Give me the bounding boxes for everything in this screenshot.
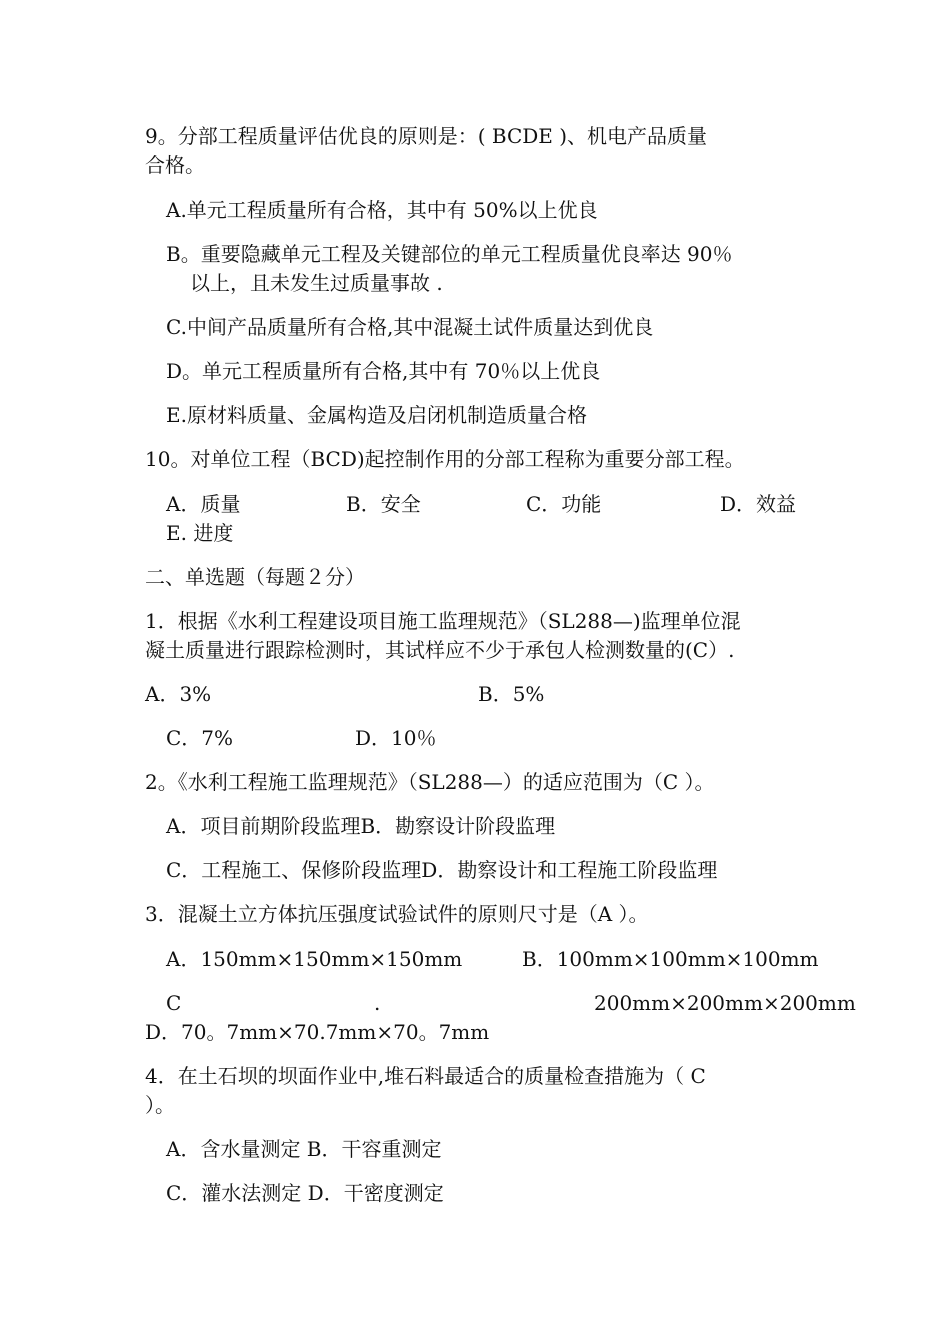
q10-option-a: A．质量 (166, 492, 241, 516)
s3-option-a: A．150mm×150mm×150mm (166, 947, 463, 971)
q9-option-e: E.原材料质量、金属构造及启闭机制造质量合格 (166, 403, 587, 427)
q9-option-b-line1: B。重要隐藏单元工程及关键部位的单元工程质量优良率达 90％ (166, 242, 733, 266)
q10-option-c: C．功能 (526, 492, 602, 516)
s3-option-c-letter: C (166, 991, 182, 1015)
s2-options-cd: C．工程施工、保修阶段监理D．勘察设计和工程施工阶段监理 (166, 858, 718, 882)
s1-stem-line1: 1．根据《水利工程建设项目施工监理规范》（SL288—)监理单位混 (145, 609, 741, 633)
s3-option-c-value: 200mm×200mm×200mm (594, 991, 856, 1015)
q9-option-b-line2: 以上，且未发生过质量事故 . (190, 271, 443, 295)
s1-option-d: D．10％ (355, 726, 437, 750)
s3-option-b: B．100mm×100mm×100mm (522, 947, 819, 971)
s1-option-a: A．3% (145, 682, 212, 706)
s4-stem-line1: 4．在土石坝的坝面作业中,堆石料最适合的质量检查措施为（ C (145, 1064, 706, 1088)
q9-option-a: A.单元工程质量所有合格，其中有 50%以上优良 (166, 198, 598, 222)
s3-option-c-dot: . (374, 991, 381, 1015)
section-heading: 二、单选题（每题２分） (145, 565, 365, 589)
s1-option-b: B．5% (478, 682, 545, 706)
s4-options-ab: A．含水量测定 B．干容重测定 (166, 1137, 442, 1161)
s3-option-d: D．70。7mm×70.7mm×70。7mm (145, 1020, 490, 1044)
s2-stem: 2。《水利工程施工监理规范》（SL288—）的适应范围为（C ）。 (145, 770, 715, 794)
s4-stem-line2: ）。 (145, 1093, 175, 1117)
q9-option-c: C.中间产品质量所有合格,其中混凝土试件质量达到优良 (166, 315, 654, 339)
s2-options-ab: A．项目前期阶段监理B．勘察设计阶段监理 (166, 814, 556, 838)
q9-stem-line1: 9。分部工程质量评估优良的原则是：( BCDE )、机电产品质量 (145, 124, 708, 148)
q9-option-d: D。单元工程质量所有合格,其中有 70％以上优良 (166, 359, 601, 383)
q9-stem-line2: 合格。 (145, 153, 205, 177)
s1-stem-line2: 凝土质量进行跟踪检测时，其试样应不少于承包人检测数量的(C）. (145, 638, 735, 662)
q10-option-d: D．效益 (720, 492, 797, 516)
q10-stem: 10。对单位工程（BCD)起控制作用的分部工程称为重要分部工程。 (145, 447, 745, 471)
q10-option-e: E. 进度 (166, 521, 234, 545)
s4-options-cd: C．灌水法测定 D．干密度测定 (166, 1181, 444, 1205)
q10-option-b: B．安全 (346, 492, 421, 516)
s1-option-c: C．7% (166, 726, 234, 750)
s3-stem: 3．混凝土立方体抗压强度试验试件的原则尺寸是（A ）。 (145, 902, 649, 926)
